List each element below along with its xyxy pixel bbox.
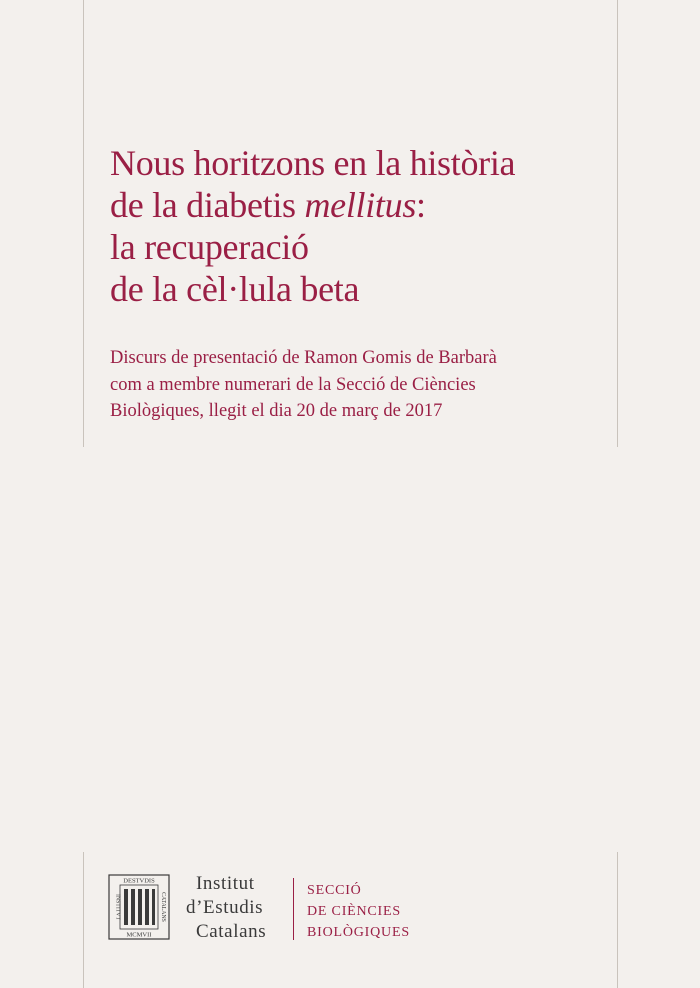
institute-line-1: Institut bbox=[196, 873, 255, 894]
seal-top-text: DESTVDIS bbox=[123, 877, 155, 885]
institute-name bbox=[186, 872, 266, 944]
seal-columns-icon bbox=[124, 889, 155, 925]
book-subtitle bbox=[110, 345, 590, 425]
title-line-1: Nous horitzons en la història bbox=[110, 143, 516, 183]
institute-line-2: d’Estudis bbox=[186, 897, 264, 918]
subtitle-line-3: Biològiques, llegit el dia 20 de març de 2017 bbox=[110, 401, 443, 421]
right-rule-top bbox=[617, 0, 618, 447]
section-line-1: SECCIÓ bbox=[307, 883, 362, 898]
left-rule-bottom bbox=[83, 852, 84, 988]
subtitle-line-1: Discurs de presentació de Ramon Gomis de Barbarà bbox=[110, 348, 497, 368]
book-title bbox=[110, 142, 610, 310]
seal-left-text: INSTITVT bbox=[114, 893, 121, 921]
title-line-4: de la cèl·lula beta bbox=[110, 269, 360, 309]
seal-bottom-text: MCMVII bbox=[126, 931, 152, 939]
title-line-3: la recuperació bbox=[110, 227, 309, 267]
seal-right-text: CATALANS bbox=[160, 892, 166, 922]
title-line-2-suffix: : bbox=[416, 185, 426, 225]
right-rule-bottom bbox=[617, 852, 618, 988]
left-rule-top bbox=[83, 0, 84, 447]
section-line-2: DE CIÈNCIES bbox=[307, 904, 401, 919]
section-line-3: BIOLÒGIQUES bbox=[307, 925, 410, 940]
iec-seal-logo bbox=[108, 874, 170, 940]
title-italic-word: mellitus bbox=[304, 185, 417, 225]
institute-line-3: Catalans bbox=[196, 921, 267, 942]
footer-divider bbox=[293, 878, 294, 940]
subtitle-line-2: com a membre numerari de la Secció de Ciències bbox=[110, 374, 476, 395]
title-line-2 bbox=[110, 184, 610, 226]
title-line-2-prefix: de la diabetis bbox=[110, 185, 305, 225]
section-name bbox=[307, 880, 410, 943]
